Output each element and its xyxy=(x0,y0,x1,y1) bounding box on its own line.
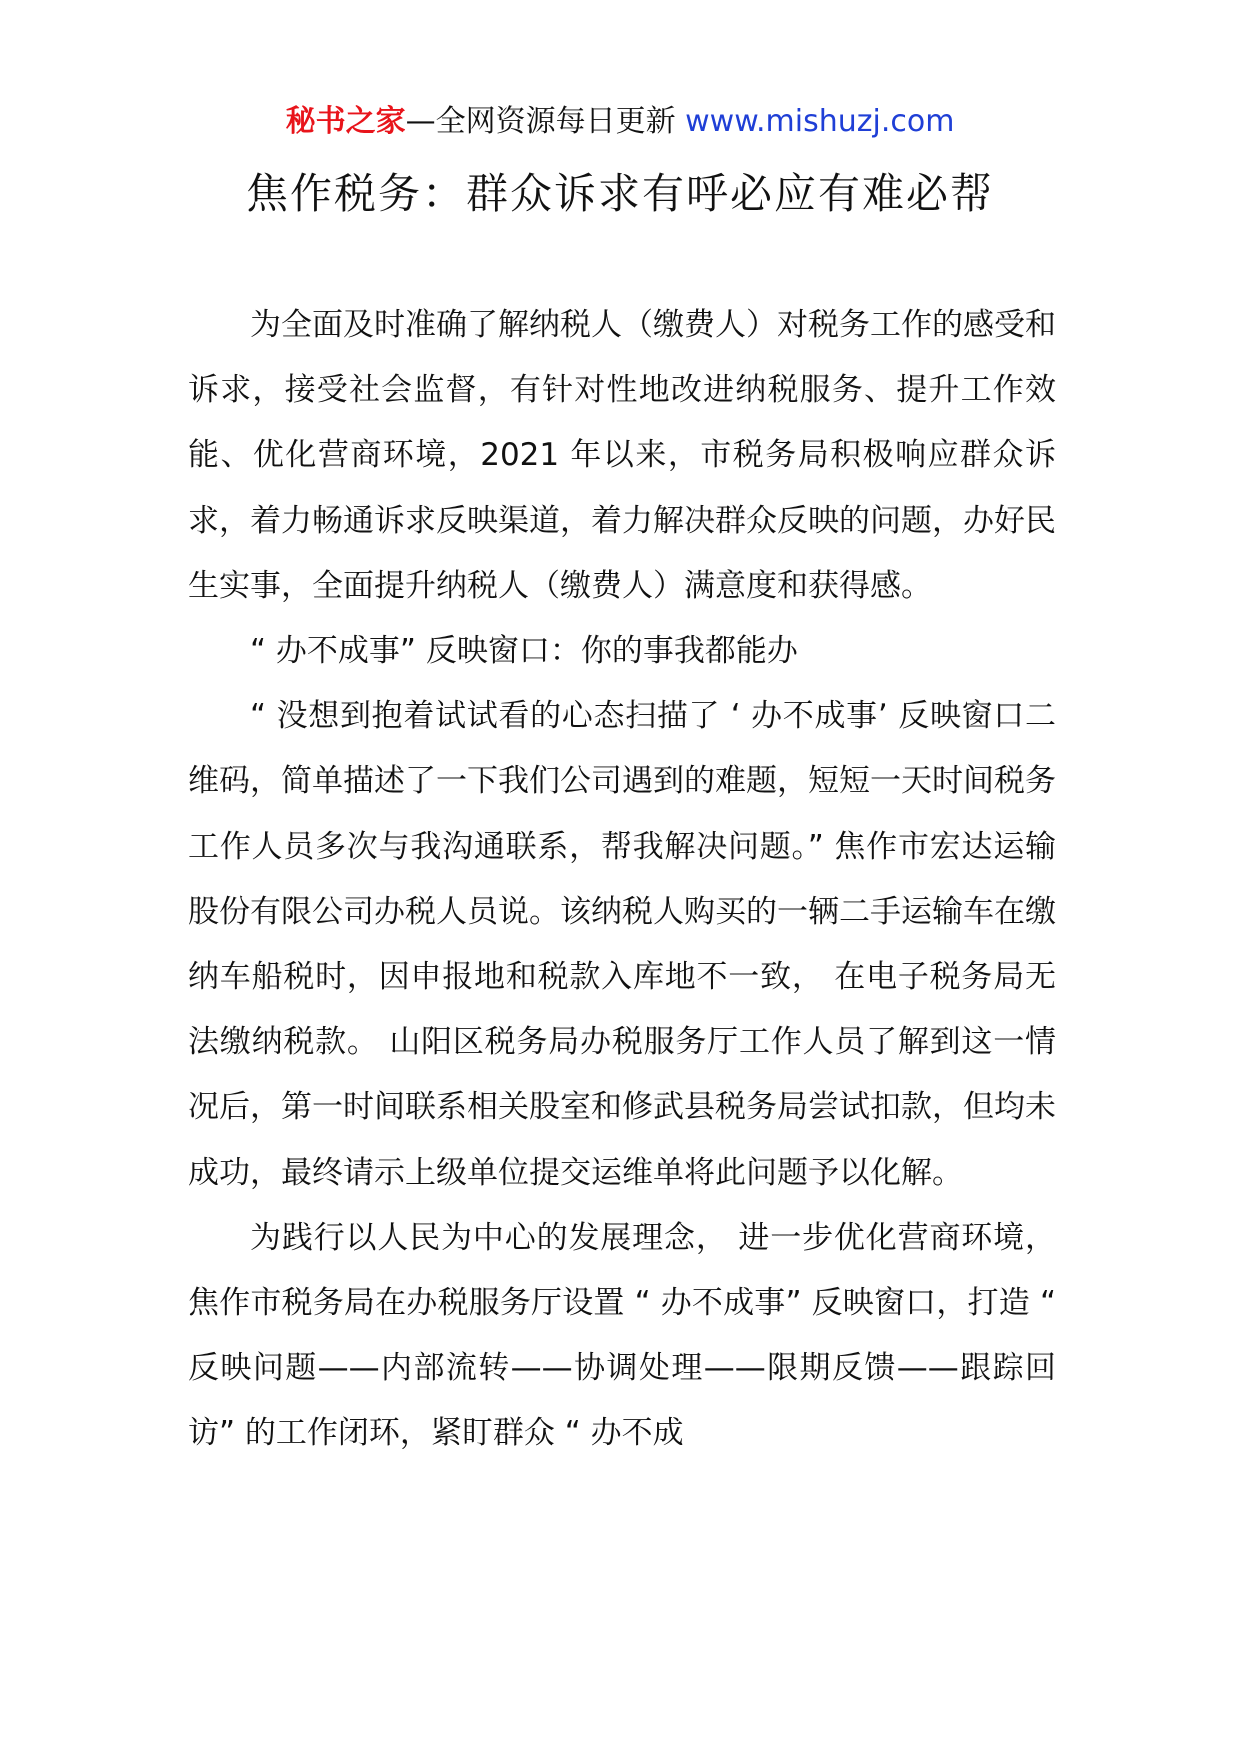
site-header xyxy=(0,100,1240,144)
paragraph-case: “ 没想到抱着试试看的心态扫描了 ‘ 办不成事’ 反映窗口二维码，简单描述了一下我们公司遇到的难题，短短一天时间税务工作人员多次与我沟通联系，帮我解决问题。” 焦作市宏达运输股份有限公司办税人员说。该纳税人购买的一辆二手运输车在缴纳车船税时，因申报地和税款入库地不一致， 在电子税务局无法缴纳税款。 山阳区税务局办税服务厅工作人员了解到这一情况后，第一时间联系相关股室和修武县税务局尝试扣款，但均未成功，最终请示上级单位提交运维单将此问题予以化解。 xyxy=(188,698,1056,1191)
brand-name: 秘书之家 xyxy=(285,104,406,139)
header-tagline: —全网资源每日更新 xyxy=(405,104,676,139)
paragraph-intro: 为全面及时准确了解纳税人（缴费人）对税务工作的感受和诉求，接受社会监督，有针对性地改进纳税服务、提升工作效能、优化营商环境，2021 年以来，市税务局积极响应群众诉求，着力畅通诉求反映渠道，着力解决群众反映的问题，办好民生实事，全面提升纳税人（缴费人）满意度和获得感。 xyxy=(188,307,1056,604)
article-title: 焦作税务：群众诉求有呼必应有难必帮 xyxy=(245,169,994,218)
section-heading: “ 办不成事” 反映窗口：你的事我都能办 xyxy=(250,633,798,670)
article-body xyxy=(188,293,1056,1467)
site-url-link[interactable]: www.mishuzj.com xyxy=(685,104,955,139)
paragraph-measures: 为践行以人民为中心的发展理念， 进一步优化营商环境， 焦作市税务局在办税服务厅设置 “ 办不成事” 反映窗口，打造 “ 反映问题——内部流转——协调处理——限期反馈——跟踪回访” 的工作闭环，紧盯群众 “ 办不成 xyxy=(188,1219,1056,1452)
